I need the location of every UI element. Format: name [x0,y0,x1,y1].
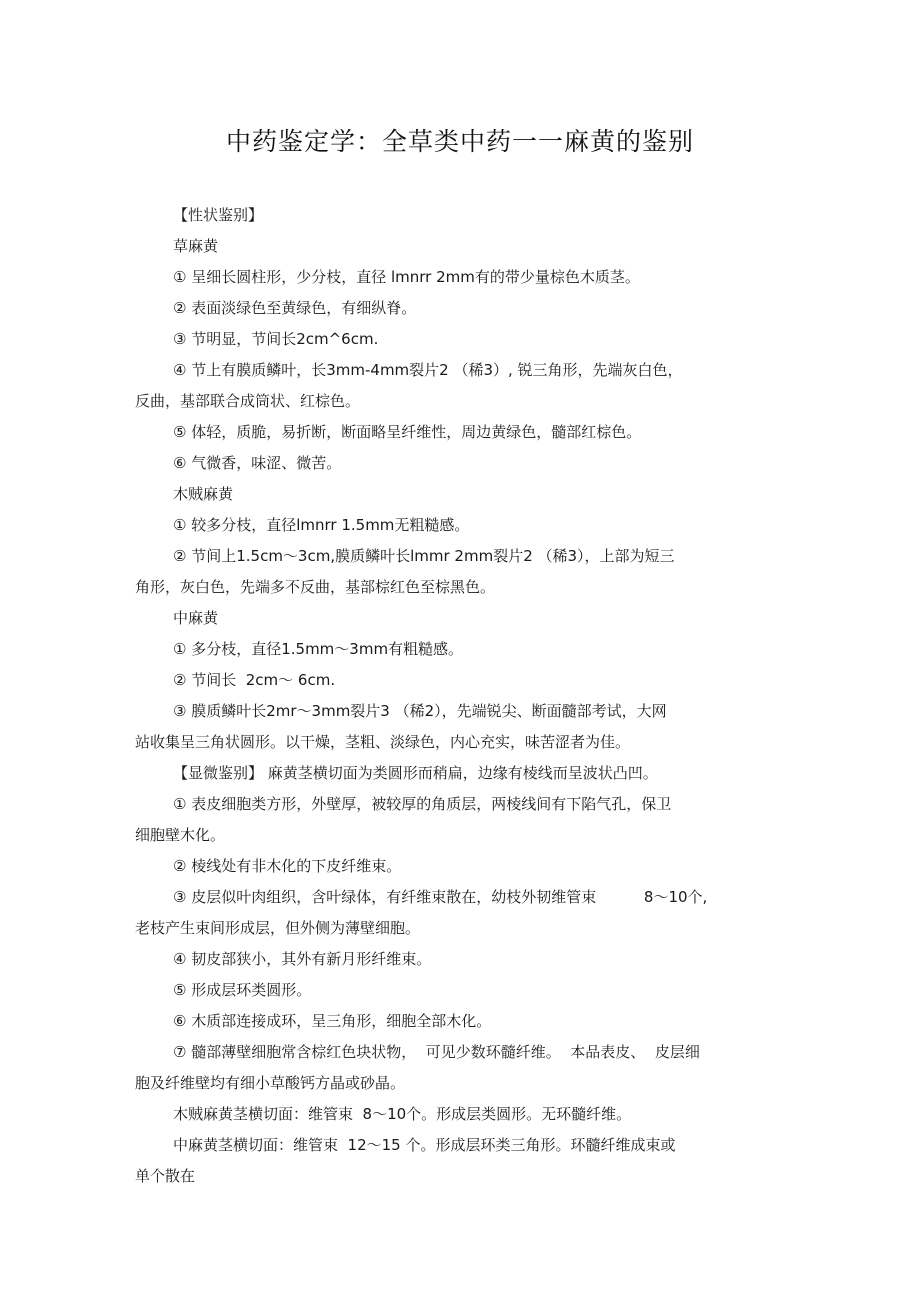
paragraph-line: ① 较多分枝，直径lmnrr 1.5mm无粗糙感。 [173,516,470,534]
paragraph-line: ⑥ 木质部连接成环，呈三角形，细胞全部木化。 [173,1012,492,1030]
paragraph-line: ① 表皮细胞类方形，外壁厚，被较厚的角质层，两棱线间有下陷气孔，保卫 [173,795,672,813]
paragraph-line: 木贼麻黄茎横切面：维管束 8～10个。形成层类圆形。无环髓纤维。 [173,1105,632,1123]
paragraph-line: ⑥ 气微香，味涩、微苦。 [173,454,342,472]
paragraph-line: ⑤ 体轻，质脆，易折断，断面略呈纤维性，周边黄绿色，髓部红棕色。 [173,423,642,441]
paragraph-line: ② 表面淡绿色至黄绿色，有细纵脊。 [173,299,417,317]
paragraph-line: 中麻黄 [173,609,219,627]
paragraph-line: ⑤ 形成层环类圆形。 [173,981,312,999]
paragraph-line: ④ 节上有膜质鳞叶，长3mm-4mm裂片2 （稀3）, 锐三角形，先端灰白色， [173,361,683,379]
paragraph-line: 老枝产生束间形成层，但外侧为薄壁细胞。 [135,919,421,937]
paragraph-line: ② 节间上1.5cm～3cm,膜质鳞叶长lmmr 2mm裂片2 （稀3），上部为短三 [173,547,675,565]
paragraph-line: ② 棱线处有非木化的下皮纤维束。 [173,857,402,875]
paragraph-line: ⑦ 髓部薄壁细胞常含棕红色块状物， 可见少数环髓纤维。 本品表皮、 皮层细 [173,1043,700,1061]
paragraph-line: ③ 膜质鳞叶长2mr～3mm裂片3 （稀2），先端锐尖、断面髓部考试，大网 [173,702,667,720]
paragraph-line: ② 节间长 2cm～ 6cm. [173,671,336,689]
paragraph-line: 反曲，基部联合成筒状、红棕色。 [135,392,361,410]
paragraph-line: ① 呈细长圆柱形，少分枝，直径 lmnrr 2mm有的带少量棕色木质茎。 [173,268,640,286]
paragraph-line: 角形，灰白色，先端多不反曲，基部棕红色至棕黑色。 [135,578,496,596]
paragraph-line: 单个散在 [135,1167,196,1185]
paragraph-line: ③ 节明显，节间长2cm^6cm. [173,330,379,348]
paragraph-line: ① 多分枝，直径1.5mm～3mm有粗糙感。 [173,640,464,658]
paragraph-line: ④ 韧皮部狭小，其外有新月形纤维束。 [173,950,432,968]
document-title: 中药鉴定学：全草类中药一一麻黄的鉴别 [225,127,694,156]
paragraph-line: 木贼麻黄 [173,485,234,503]
paragraph-line: 【性状鉴别】 [173,206,264,224]
document-body [135,200,775,1192]
paragraph-line: 站收集呈三角状圆形。以干燥，茎粗、淡绿色，内心充实，味苦涩者为佳。 [135,733,631,751]
paragraph-line: 草麻黄 [173,237,219,255]
paragraph-line: 细胞壁木化。 [135,826,226,844]
paragraph-line: 中麻黄茎横切面：维管束 12～15 个。形成层环类三角形。环髓纤维成束或 [173,1136,676,1154]
paragraph-line: 【显微鉴别】 麻黄茎横切面为类圆形而稍扁，边缘有棱线而呈波状凸凹。 [173,764,658,782]
paragraph-line: 胞及纤维壁均有细小草酸钙方晶或砂晶。 [135,1074,406,1092]
paragraph-line: ③ 皮层似叶肉组织，含叶绿体，有纤维束散在，幼枝外韧维管束 8～10个, [173,888,708,906]
